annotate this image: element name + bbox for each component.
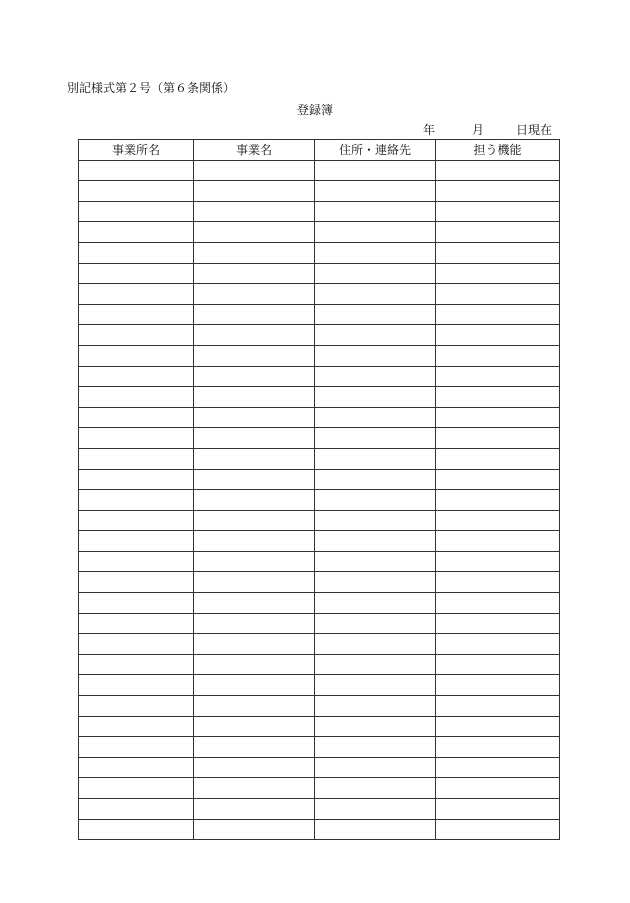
table-row (79, 799, 560, 820)
table-cell-address-contact[interactable] (315, 490, 436, 511)
table-cell-address-contact[interactable] (315, 716, 436, 737)
table-cell-office-name[interactable] (79, 222, 194, 243)
table-cell-business-name[interactable] (194, 634, 315, 655)
table-cell-function[interactable] (436, 242, 560, 263)
table-cell-address-contact[interactable] (315, 387, 436, 408)
table-cell-business-name[interactable] (194, 387, 315, 408)
table-cell-function[interactable] (436, 407, 560, 428)
table-cell-address-contact[interactable] (315, 572, 436, 593)
table-cell-office-name[interactable] (79, 634, 194, 655)
table-row (79, 366, 560, 387)
date-day-label: 日現在 (516, 123, 553, 137)
table-cell-function[interactable] (436, 716, 560, 737)
table-cell-office-name[interactable] (79, 799, 194, 820)
table-cell-function[interactable] (436, 634, 560, 655)
table-cell-office-name[interactable] (79, 757, 194, 778)
table-row (79, 716, 560, 737)
table-cell-address-contact[interactable] (315, 222, 436, 243)
column-header-business-name: 事業名 (194, 140, 315, 161)
table-row (79, 160, 560, 181)
table-cell-business-name[interactable] (194, 819, 315, 840)
table-cell-function[interactable] (436, 387, 560, 408)
table-row (79, 675, 560, 696)
table-cell-business-name[interactable] (194, 654, 315, 675)
table-cell-office-name[interactable] (79, 407, 194, 428)
table-cell-business-name[interactable] (194, 222, 315, 243)
table-body (79, 160, 560, 840)
table-cell-office-name[interactable] (79, 572, 194, 593)
table-cell-office-name[interactable] (79, 181, 194, 202)
table-cell-office-name[interactable] (79, 325, 194, 346)
column-header-address-contact: 住所・連絡先 (315, 140, 436, 161)
table-cell-address-contact[interactable] (315, 304, 436, 325)
table-row (79, 593, 560, 614)
table-cell-address-contact[interactable] (315, 757, 436, 778)
date-year-label: 年 (423, 123, 436, 137)
table-cell-address-contact[interactable] (315, 799, 436, 820)
table-cell-address-contact[interactable] (315, 510, 436, 531)
date-month-label: 月 (472, 123, 485, 137)
table-cell-address-contact[interactable] (315, 181, 436, 202)
table-row (79, 304, 560, 325)
table-cell-address-contact[interactable] (315, 737, 436, 758)
table-cell-function[interactable] (436, 593, 560, 614)
table-cell-function[interactable] (436, 778, 560, 799)
table-cell-business-name[interactable] (194, 716, 315, 737)
table-cell-office-name[interactable] (79, 675, 194, 696)
table-cell-function[interactable] (436, 613, 560, 634)
table-cell-address-contact[interactable] (315, 819, 436, 840)
table-cell-business-name[interactable] (194, 551, 315, 572)
table-cell-office-name[interactable] (79, 716, 194, 737)
table-cell-office-name[interactable] (79, 242, 194, 263)
table-cell-function[interactable] (436, 325, 560, 346)
table-cell-function[interactable] (436, 366, 560, 387)
table-row (79, 634, 560, 655)
table-cell-office-name[interactable] (79, 448, 194, 469)
table-cell-function[interactable] (436, 819, 560, 840)
table-row (79, 819, 560, 840)
table-cell-function[interactable] (436, 675, 560, 696)
table-cell-business-name[interactable] (194, 325, 315, 346)
table-cell-address-contact[interactable] (315, 448, 436, 469)
table-cell-business-name[interactable] (194, 799, 315, 820)
table-row (79, 551, 560, 572)
table-cell-address-contact[interactable] (315, 696, 436, 717)
table-cell-address-contact[interactable] (315, 242, 436, 263)
table-cell-office-name[interactable] (79, 510, 194, 531)
table-cell-function[interactable] (436, 551, 560, 572)
table-cell-function[interactable] (436, 654, 560, 675)
table-cell-business-name[interactable] (194, 778, 315, 799)
table-cell-function[interactable] (436, 304, 560, 325)
table-cell-address-contact[interactable] (315, 654, 436, 675)
table-cell-function[interactable] (436, 263, 560, 284)
form-number: 別記様式第２号（第６条関係） (67, 81, 236, 95)
table-cell-address-contact[interactable] (315, 593, 436, 614)
table-cell-office-name[interactable] (79, 778, 194, 799)
table-cell-address-contact[interactable] (315, 531, 436, 552)
table-cell-office-name[interactable] (79, 201, 194, 222)
table-cell-office-name[interactable] (79, 160, 194, 181)
table-row (79, 531, 560, 552)
table-cell-office-name[interactable] (79, 613, 194, 634)
table-cell-business-name[interactable] (194, 160, 315, 181)
table-cell-office-name[interactable] (79, 593, 194, 614)
table-cell-business-name[interactable] (194, 531, 315, 552)
table-cell-business-name[interactable] (194, 675, 315, 696)
table-cell-office-name[interactable] (79, 263, 194, 284)
table-cell-business-name[interactable] (194, 448, 315, 469)
table-cell-function[interactable] (436, 222, 560, 243)
table-cell-function[interactable] (436, 490, 560, 511)
table-cell-business-name[interactable] (194, 572, 315, 593)
table-cell-business-name[interactable] (194, 696, 315, 717)
table-header-row (79, 140, 560, 161)
table-row (79, 242, 560, 263)
table-row (79, 181, 560, 202)
table-row (79, 448, 560, 469)
table-cell-business-name[interactable] (194, 757, 315, 778)
table-cell-business-name[interactable] (194, 490, 315, 511)
table-cell-business-name[interactable] (194, 284, 315, 305)
table-cell-address-contact[interactable] (315, 345, 436, 366)
table-cell-address-contact[interactable] (315, 613, 436, 634)
table-cell-function[interactable] (436, 757, 560, 778)
table-cell-address-contact[interactable] (315, 263, 436, 284)
table-cell-function[interactable] (436, 448, 560, 469)
table-row (79, 613, 560, 634)
table-row (79, 263, 560, 284)
table-cell-office-name[interactable] (79, 469, 194, 490)
table-cell-office-name[interactable] (79, 345, 194, 366)
table-cell-function[interactable] (436, 345, 560, 366)
table-row (79, 778, 560, 799)
table-cell-function[interactable] (436, 469, 560, 490)
table-cell-business-name[interactable] (194, 613, 315, 634)
table-row (79, 510, 560, 531)
table-cell-function[interactable] (436, 181, 560, 202)
table-cell-address-contact[interactable] (315, 201, 436, 222)
table-cell-office-name[interactable] (79, 366, 194, 387)
table-cell-function[interactable] (436, 799, 560, 820)
table-cell-office-name[interactable] (79, 696, 194, 717)
table-cell-address-contact[interactable] (315, 284, 436, 305)
column-header-function: 担う機能 (436, 140, 560, 161)
table-cell-function[interactable] (436, 201, 560, 222)
table-cell-address-contact[interactable] (315, 325, 436, 346)
table-cell-function[interactable] (436, 428, 560, 449)
table-cell-business-name[interactable] (194, 593, 315, 614)
table-cell-office-name[interactable] (79, 654, 194, 675)
table-cell-function[interactable] (436, 572, 560, 593)
table-row (79, 201, 560, 222)
register-table (78, 139, 560, 840)
table-cell-office-name[interactable] (79, 819, 194, 840)
table-cell-address-contact[interactable] (315, 407, 436, 428)
table-row (79, 222, 560, 243)
table-cell-business-name[interactable] (194, 263, 315, 284)
table-cell-business-name[interactable] (194, 510, 315, 531)
table-cell-business-name[interactable] (194, 737, 315, 758)
table-cell-function[interactable] (436, 284, 560, 305)
table-row (79, 696, 560, 717)
table-cell-address-contact[interactable] (315, 634, 436, 655)
table-cell-address-contact[interactable] (315, 366, 436, 387)
table-row (79, 737, 560, 758)
table-cell-business-name[interactable] (194, 304, 315, 325)
table-cell-office-name[interactable] (79, 428, 194, 449)
table-cell-address-contact[interactable] (315, 469, 436, 490)
table-cell-business-name[interactable] (194, 428, 315, 449)
table-cell-function[interactable] (436, 160, 560, 181)
table-cell-function[interactable] (436, 737, 560, 758)
table-cell-address-contact[interactable] (315, 160, 436, 181)
table-row (79, 428, 560, 449)
table-row (79, 407, 560, 428)
table-cell-office-name[interactable] (79, 304, 194, 325)
table-cell-function[interactable] (436, 531, 560, 552)
table-row (79, 345, 560, 366)
table-cell-office-name[interactable] (79, 531, 194, 552)
document-title: 登録簿 (296, 103, 333, 117)
table-cell-function[interactable] (436, 696, 560, 717)
table-row (79, 757, 560, 778)
table-row (79, 654, 560, 675)
table-cell-business-name[interactable] (194, 469, 315, 490)
table-row (79, 325, 560, 346)
table-cell-function[interactable] (436, 510, 560, 531)
table-cell-address-contact[interactable] (315, 675, 436, 696)
table-cell-business-name[interactable] (194, 345, 315, 366)
table-cell-address-contact[interactable] (315, 778, 436, 799)
table-cell-business-name[interactable] (194, 366, 315, 387)
table-cell-address-contact[interactable] (315, 428, 436, 449)
table-cell-office-name[interactable] (79, 387, 194, 408)
table-cell-office-name[interactable] (79, 737, 194, 758)
table-row (79, 284, 560, 305)
table-cell-office-name[interactable] (79, 551, 194, 572)
table-cell-business-name[interactable] (194, 242, 315, 263)
table-row (79, 387, 560, 408)
table-cell-business-name[interactable] (194, 201, 315, 222)
table-cell-office-name[interactable] (79, 284, 194, 305)
table-cell-office-name[interactable] (79, 490, 194, 511)
table-cell-business-name[interactable] (194, 181, 315, 202)
table-row (79, 490, 560, 511)
table-cell-business-name[interactable] (194, 407, 315, 428)
table-row (79, 572, 560, 593)
table-row (79, 469, 560, 490)
table-cell-address-contact[interactable] (315, 551, 436, 572)
column-header-office-name: 事業所名 (79, 140, 194, 161)
